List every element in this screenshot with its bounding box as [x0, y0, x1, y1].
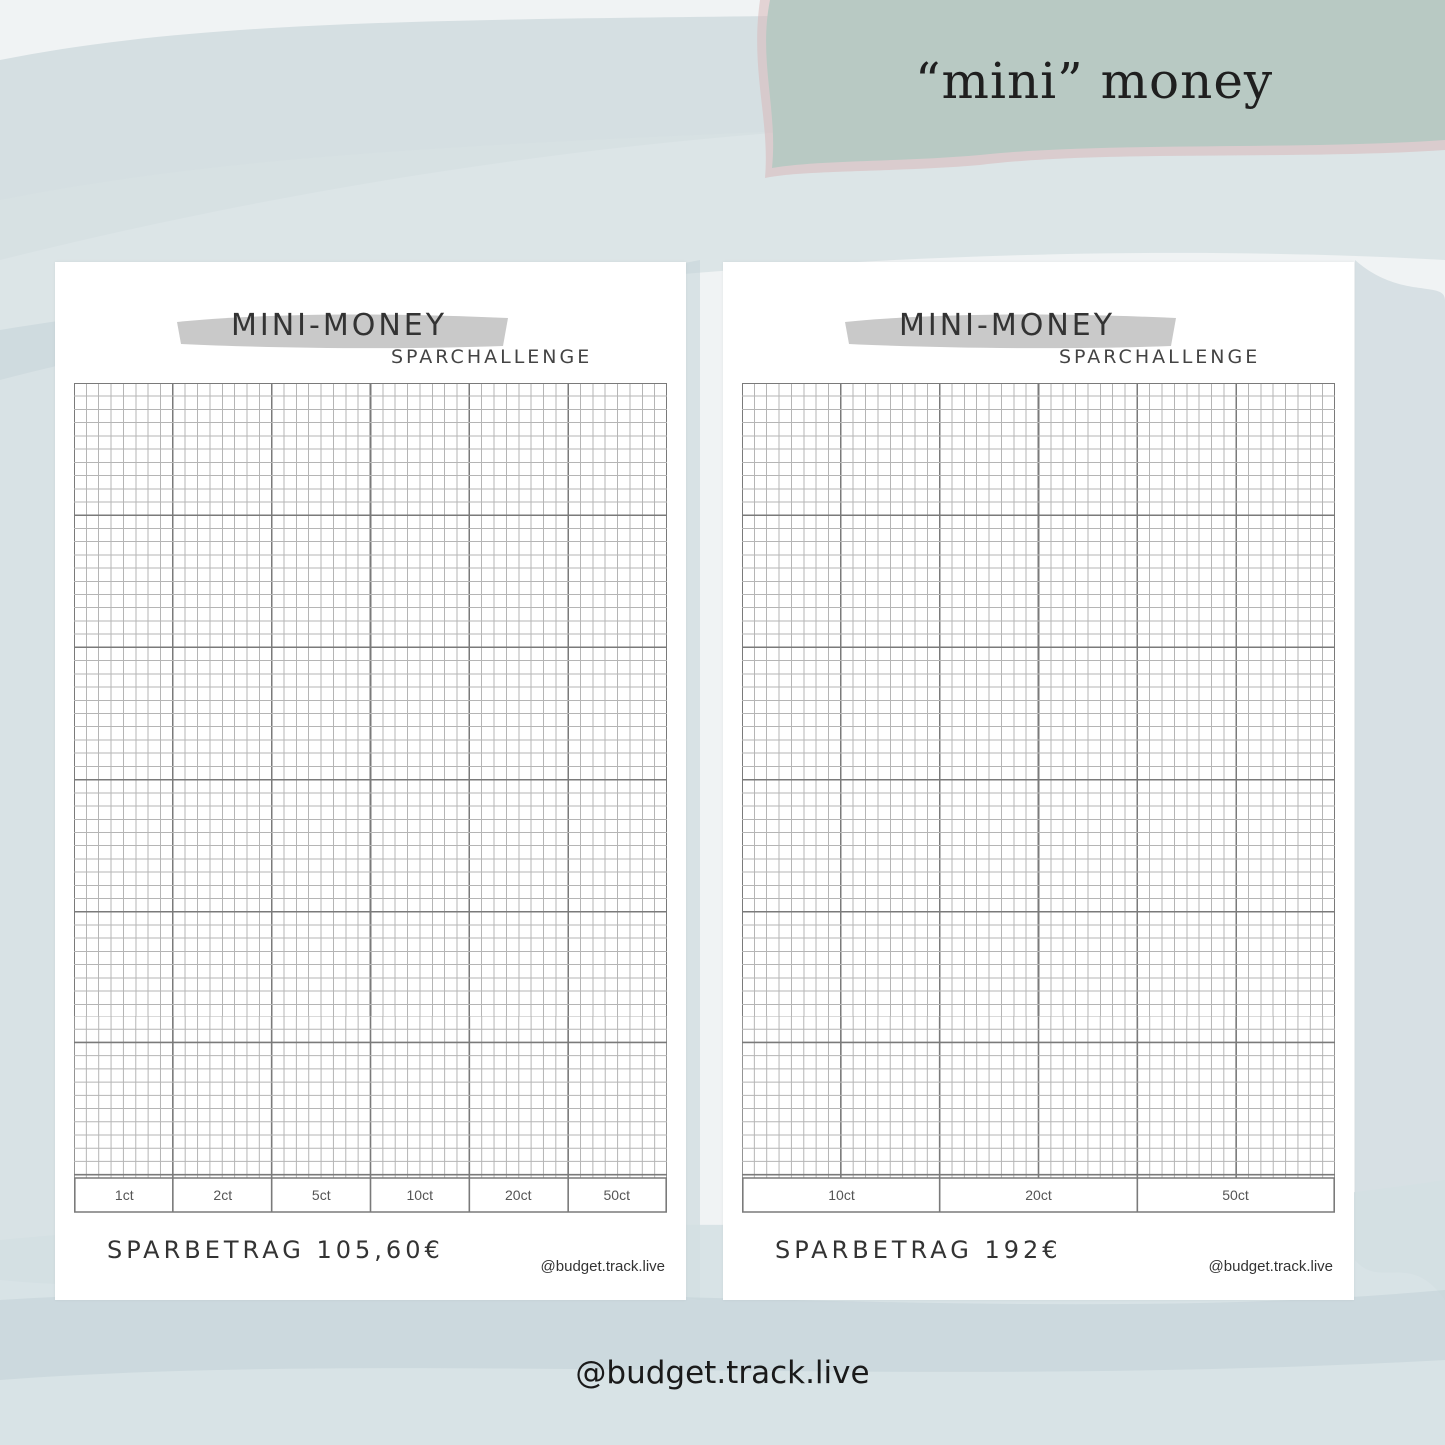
sheet-title: MINI-MONEY	[231, 308, 448, 343]
savings-total: SPARBETRAG 192€	[775, 1236, 1062, 1264]
coin-label: 50ct	[603, 1187, 630, 1203]
coin-label: 2ct	[213, 1187, 233, 1203]
savings-grid[interactable]	[74, 383, 667, 1016]
coin-label: 50ct	[1222, 1187, 1249, 1203]
coin-label: 10ct	[828, 1187, 855, 1203]
coin-label: 20ct	[505, 1187, 532, 1203]
sheet-subtitle: SPARCHALLENGE	[1059, 346, 1261, 368]
coin-label: 1ct	[114, 1187, 134, 1203]
sheet-handle: @budget.track.live	[1208, 1258, 1333, 1275]
coin-label: 10ct	[406, 1187, 433, 1203]
sheet-subtitle: SPARCHALLENGE	[391, 346, 593, 368]
coin-label-row	[743, 1178, 1334, 1212]
footer-handle: @budget.track.live	[575, 1355, 870, 1391]
savings-total: SPARBETRAG 105,60€	[107, 1236, 444, 1264]
banner-title: “mini” money	[915, 52, 1274, 110]
challenge-sheet-coins	[55, 262, 686, 1300]
savings-grid[interactable]	[742, 383, 1335, 1016]
challenge-sheet-large-coins	[723, 262, 1354, 1300]
coin-label: 5ct	[311, 1187, 331, 1203]
coin-label-row	[75, 1178, 666, 1212]
sheet-handle: @budget.track.live	[540, 1258, 665, 1275]
sheet-title: MINI-MONEY	[899, 308, 1116, 343]
coin-label: 20ct	[1025, 1187, 1052, 1203]
